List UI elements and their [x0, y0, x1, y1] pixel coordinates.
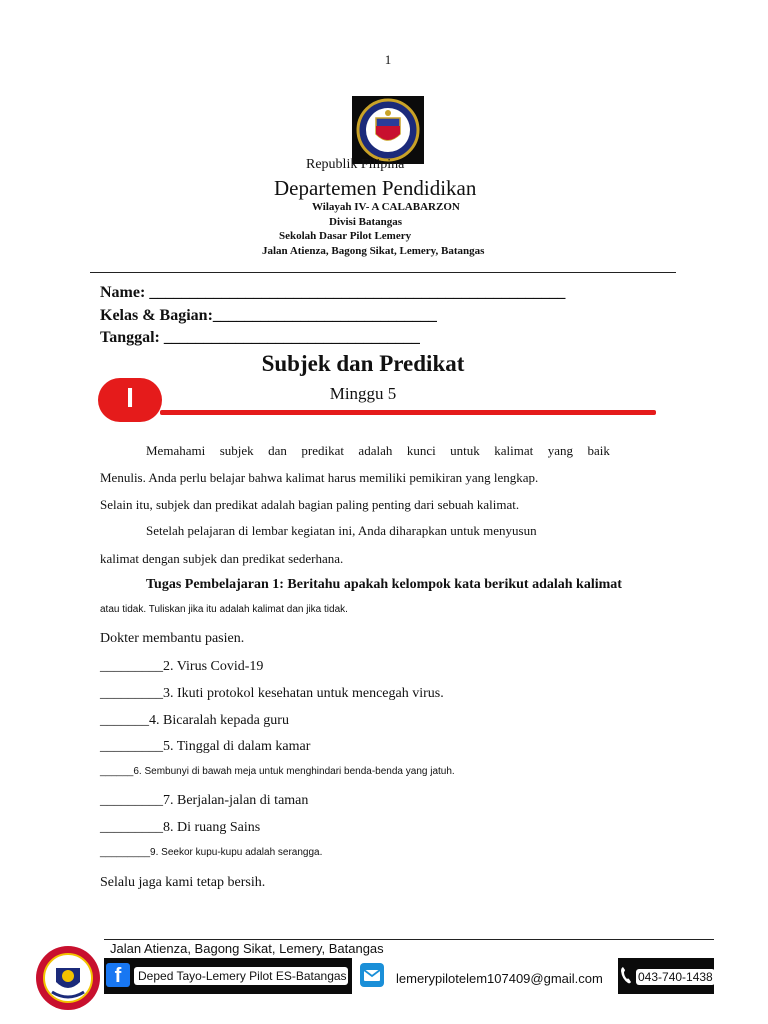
phone-icon [620, 965, 632, 985]
header-divider [90, 272, 676, 273]
intro-word: adalah [358, 443, 393, 458]
header-address: Jalan Atienza, Bagong Sikat, Lemery, Batangas [262, 245, 485, 257]
mail-icon[interactable] [360, 963, 384, 987]
exercise-item-4[interactable]: _______4. Bicaralah kepada guru [100, 713, 289, 728]
header-division: Divisi Batangas [329, 216, 403, 228]
exercise-item-8[interactable]: _________8. Di ruang Sains [100, 820, 261, 835]
lesson-red-bar [160, 410, 656, 415]
intro-word: yang [547, 443, 574, 458]
exercise-item-10: Selalu jaga kami tetap bersih. [100, 875, 266, 890]
phone-number[interactable]: 043-740-1438 [638, 970, 713, 984]
intro-line-5: kalimat dengan subjek dan predikat sederhana. [100, 551, 344, 566]
school-seal-logo [34, 944, 102, 1012]
intro-line-3: Selain itu, subjek dan predikat adalah bagian paling penting dari sebuah kalimat. [100, 497, 520, 512]
lesson-title: Subjek dan Predikat [261, 351, 465, 376]
exercise-item-6[interactable]: ______6. Sembunyi di bawah meja untuk menghindari benda-benda yang jatuh. [100, 766, 455, 777]
header-school: Sekolah Dasar Pilot Lemery [279, 230, 412, 242]
class-section-field[interactable]: Kelas & Bagian:____________________________ [100, 307, 437, 324]
exercise-item-7[interactable]: _________7. Berjalan-jalan di taman [100, 793, 309, 808]
footer-address: Jalan Atienza, Bagong Sikat, Lemery, Batangas [110, 941, 384, 956]
name-field[interactable]: Name: ____________________________________________________ [100, 284, 566, 301]
exercise-item-9[interactable]: _________9. Seekor kupu-kupu adalah serangga. [100, 847, 323, 858]
date-field[interactable]: Tanggal: ________________________________ [100, 329, 420, 346]
exercise-item-2[interactable]: _________2. Virus Covid-19 [100, 659, 264, 674]
intro-word: dan [268, 443, 287, 458]
intro-word: untuk [450, 443, 480, 458]
intro-word: Memahami [146, 443, 206, 458]
intro-word: kunci [406, 443, 436, 458]
intro-line-2: Menulis. Anda perlu belajar bahwa kalimat harus memiliki pemikiran yang lengkap. [100, 470, 539, 485]
email-link[interactable]: lemerypilotelem107409@gmail.com [396, 971, 603, 986]
header-department: Departemen Pendidikan [274, 176, 477, 200]
intro-line-4: Setelah pelajaran di lembar kegiatan ini, Anda diharapkan untuk menyusun [146, 523, 537, 538]
lesson-badge-letter: I [126, 382, 134, 413]
lesson-week: Minggu 5 [329, 384, 397, 403]
facebook-icon[interactable]: f [106, 963, 130, 987]
task-title: Tugas Pembelajaran 1: Beritahu apakah kelompok kata berikut adalah kalimat [146, 577, 622, 592]
page-number: 1 [384, 52, 392, 67]
header-region: Wilayah IV- A CALABARZON [312, 201, 460, 213]
task-subtitle: atau tidak. Tuliskan jika itu adalah kalimat dan jika tidak. [100, 604, 348, 615]
exercise-item-5[interactable]: _________5. Tinggal di dalam kamar [100, 739, 311, 754]
exercise-item-1: Dokter membantu pasien. [100, 631, 245, 646]
facebook-page-link[interactable]: Deped Tayo-Lemery Pilot ES-Batangas [134, 967, 348, 985]
exercise-item-3[interactable]: _________3. Ikuti protokol kesehatan untuk mencegah virus. [100, 686, 444, 701]
intro-word: subjek [219, 443, 254, 458]
intro-word: predikat [301, 443, 344, 458]
intro-word: kalimat [494, 443, 534, 458]
intro-word: baik [587, 443, 610, 458]
deped-seal-logo [352, 96, 424, 164]
footer-divider [104, 939, 714, 940]
header-republic: Republik Filipina [306, 157, 405, 172]
intro-line-1 [146, 443, 610, 459]
